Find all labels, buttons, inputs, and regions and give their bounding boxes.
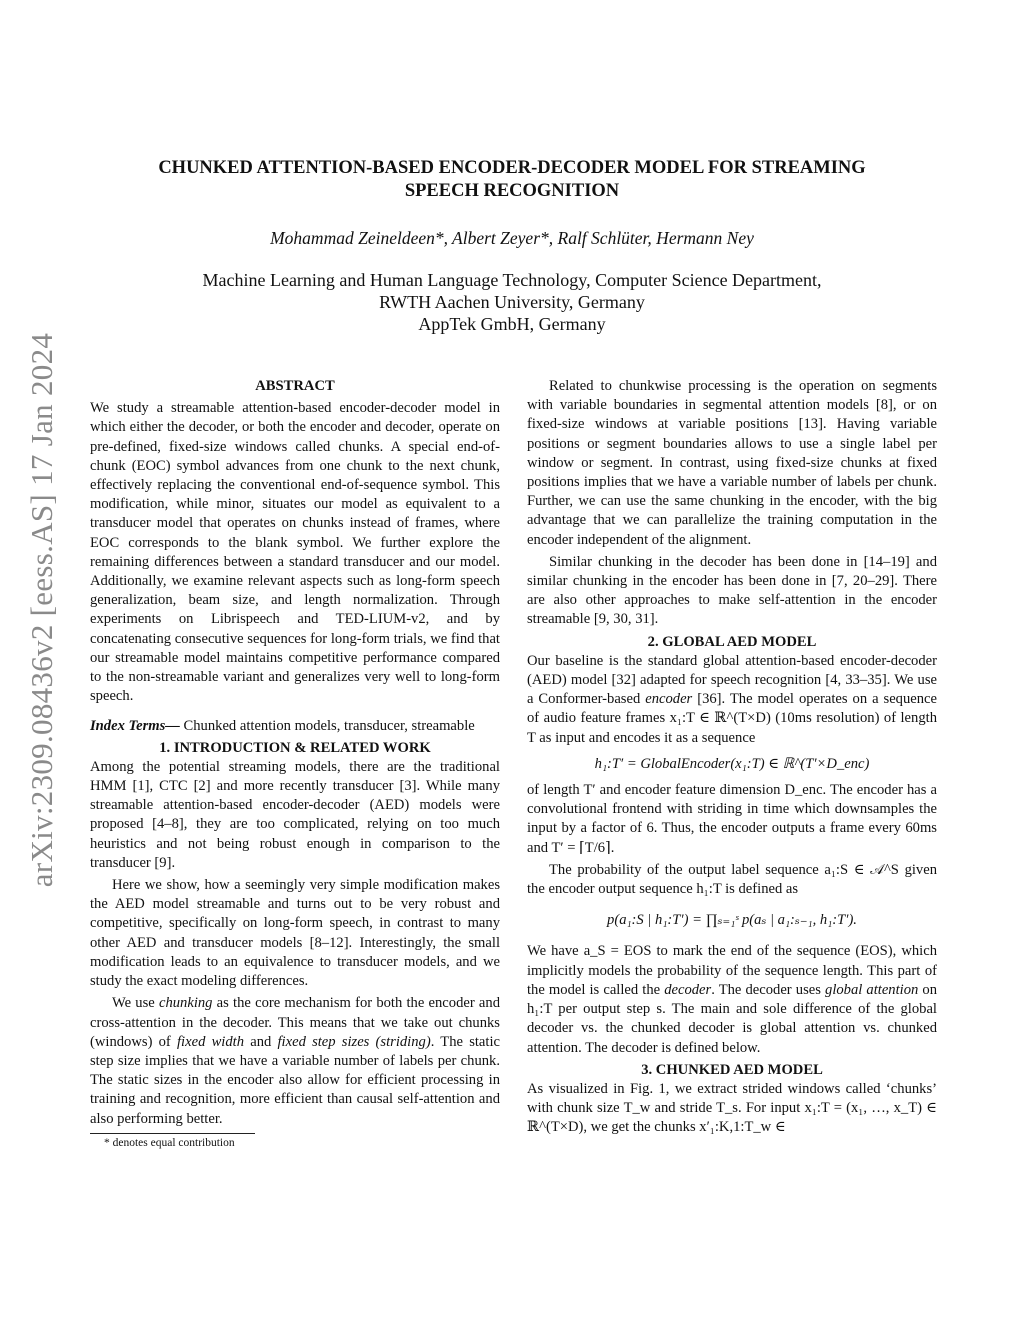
section-3-paragraph-1: As visualized in Fig. 1, we extract strided windows called ‘chunks’ with chunk size T_w and stride T_s. For input x₁:T = (x₁, …, x_T) ∈ ℝ^(T×D), we get the chunks x′₁:K,1:T_w ∈ [527, 1080, 937, 1136]
right-paragraph-1: Related to chunkwise processing is the operation on segments with variable boundaries in segmental attention models [8], or on fixed-size windows at variable positions [13]. Having variable positions or segment boundaries allows to use a single label per window or segment. In contrast, using fixed-size chunks at fixed positions implies that we have a variable number of labels per chunk. Further, we can use the same chunking in the encoder, with the big advantage that we can parallelize the training computation in the encoder independent of the alignment. [527, 378, 937, 548]
equation-label-probability: p(a₁:S | h₁:T′) = ∏ₛ₌₁ˢ p(aₛ | a₁:ₛ₋₁, h₁:T′). [607, 912, 857, 929]
abstract-heading: ABSTRACT [255, 378, 335, 394]
title-line-2: SPEECH RECOGNITION [404, 181, 620, 201]
emphasis-fixed-width: fixed width [177, 1033, 245, 1050]
affiliation-line-1: Machine Learning and Human Language Technology, Computer Science Department, [202, 270, 822, 290]
footnote: * denotes equal contribution [104, 1136, 235, 1149]
text-span: . The decoder uses [711, 981, 826, 998]
emphasis-encoder: encoder [645, 691, 693, 708]
text-span: We use [112, 995, 159, 1012]
emphasis-global-attention: global attention [825, 981, 919, 998]
text-span: on h₁:T per output step s. The main and sole difference of the global decoder vs. the chunked decoder is global attention vs. chunked attention. The decoder is defined below. [527, 981, 937, 1056]
text-span: as the core mechanism for both the encoder and cross-attention in the decoder. This means that we take out chunks (windows) of [90, 995, 500, 1050]
section-2-paragraph-4 [527, 942, 937, 1057]
section-2-heading: 2. GLOBAL AED MODEL [647, 633, 817, 650]
affiliation-line-3: AppTek GmbH, Germany [418, 314, 606, 334]
section-2-paragraph-3: The probability of the output label sequence a₁:S ∈ 𝒜^S given the encoder output sequence h₁:T is defined as [527, 861, 937, 898]
arxiv-identifier-text: arXiv:2309.08436v2 [eess.AS] 17 Jan 2024 [24, 332, 59, 888]
equation-global-encoder: h₁:T′ = GlobalEncoder(x₁:T) ∈ ℝ^(T′×D_enc) [594, 755, 870, 772]
section-1-paragraph-1: Among the potential streaming models, there are the traditional HMM [1], CTC [2] and more recently transducer [3]. While many streamable attention-based encoder-decoder (AED) models were proposed [4–8], they are too complicated, relying on too much heuristics and not being robust enough in comparison to the transducer [9]. [90, 758, 500, 871]
author-list: Mohammad Zeineldeen*, Albert Zeyer*, Ralf Schlüter, Hermann Ney [270, 228, 754, 248]
section-2-paragraph-2: of length T′ and encoder feature dimension D_enc. The encoder has a convolutional frontend with striding in time which downsamples the input by a factor of 6. Thus, the encoder outputs a frame every 60ms and T′ = ⌈T/6⌉. [527, 782, 937, 856]
emphasis-fixed-step: fixed step sizes (striding) [277, 1033, 431, 1050]
index-terms-text: Chunked attention models, transducer, streamable [179, 718, 475, 735]
index-terms-label: Index Terms— [90, 718, 180, 735]
text-span: Our baseline is the standard global attention-based encoder-decoder (AED) model [32] adapted for speech recognition [4, 33–35]. We use a Conformer-based [527, 652, 937, 708]
section-2-paragraph-1 [527, 652, 937, 748]
index-terms [90, 717, 500, 736]
abstract-text: We study a streamable attention-based encoder-decoder model in which either the decoder, or both the encoder and decoder, operate on pre-defined, fixed-size windows called chunks. A special end-of-chunk (EOC) symbol advances from one chunk to the next chunk, effectively replacing the conventional end-of-sequence symbol. This modification, while minor, situates our model as equivalent to a transducer model that operates on chunks instead of frames, where EOC corresponds to the blank symbol. We further explore the remaining differences between a standard transducer and our model. Additionally, we examine relevant aspects such as long-form speech generalization, beam size, and length normalization. Through experiments on Librispeech and TED-LIUM-v2, and by concatenating consecutive sequences for long-form trials, we find that our streamable model maintains competitive performance compared to the non-streamable variant and generalizes very well to long-form speech. [90, 400, 500, 705]
section-1-paragraph-2: Here we show, how a seemingly very simple modification makes the AED model streamable and turns out to be very robust and competitive, specifically on long-form speech, in contrast to many other AED and transducer models [8–12]. Interestingly, the small modification leads to an equivalence to transducer models, and we study the exact modeling differences. [90, 877, 500, 990]
section-1-heading: 1. INTRODUCTION & RELATED WORK [159, 739, 431, 756]
section-1-paragraph-3 [90, 994, 500, 1128]
emphasis-decoder: decoder [664, 981, 712, 998]
section-3-heading: 3. CHUNKED AED MODEL [641, 1061, 823, 1078]
text-span: We have a_S = EOS to mark the end of the sequence (EOS), which implicitly models the probability of the sequence length. This part of the model is called the [527, 943, 937, 998]
left-column [90, 377, 500, 1153]
text-span: [36]. The model operates on a sequence of audio feature frames x₁:T ∈ ℝ^(T×D) (10ms resolution) of length T as input and encodes it as a sequence [527, 691, 937, 746]
right-paragraph-2: Similar chunking in the decoder has been done in [14–19] and similar chunking in the encoder has been done in [7, 20–29]. There are also other approaches to make self-attention in the encoder streamable [9, 30, 31]. [527, 553, 937, 628]
text-span: and [244, 1033, 278, 1050]
right-column [527, 377, 937, 1138]
paper-title [80, 157, 944, 203]
title-line-1: CHUNKED ATTENTION-BASED ENCODER-DECODER MODEL FOR STREAMING [158, 158, 866, 178]
emphasis-chunking: chunking [158, 995, 213, 1012]
text-span: . The static step size implies that we have a variable number of labels per chunk. The static sizes in the encoder also allow for efficient processing in training and recognition, more efficient than causal self-attention and also performing better. [90, 1033, 500, 1127]
affiliation-line-2: RWTH Aachen University, Germany [379, 292, 645, 312]
